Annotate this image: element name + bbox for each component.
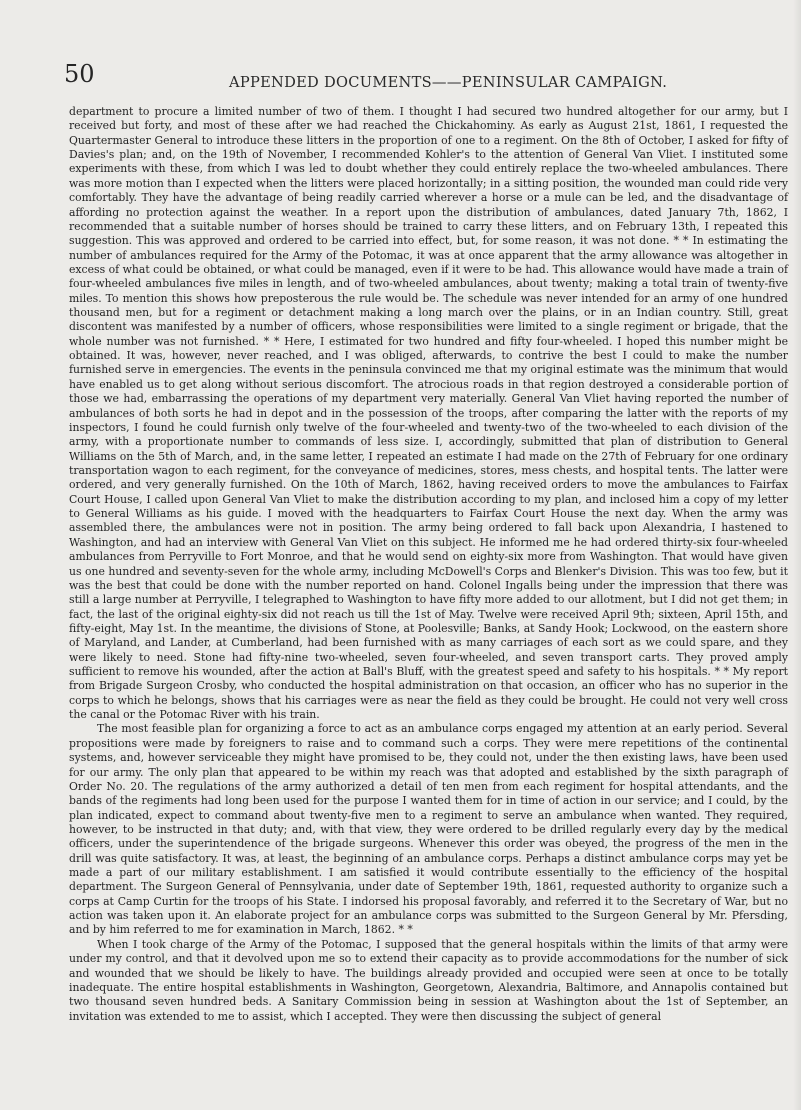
body-text <box>69 105 788 1024</box>
paragraph: When I took charge of the Army of the Potomac, I supposed that the general hospitals within the limits of that army were under my control, and that it devolved upon me so to extend their capacity as to provide accommodations for the number of sick and wounded that we should be likely to have. The buildings already provided and occupied were seen at once to be totally inadequate. The entire hospital establishments in Washington, Georgetown, Alexandria, Baltimore, and Annapolis contained but two thousand seven hundred beds. A Sanitary Commission being in session at Washington about the 1st of September, an invitation was extended to me to assist, which I accepted. They were then discussing the subject of general <box>69 937 788 1023</box>
page-number: 50 <box>64 60 95 88</box>
running-title: APPENDED DOCUMENTS——PENINSULAR CAMPAIGN. <box>229 74 668 91</box>
paragraph: The most feasible plan for organizing a force to act as an ambulance corps engaged my attention at an early period. Several propositions were made by foreigners to raise and to command such a corps. They were mere repetitions of the continental systems, and, however serviceable they might have promised to be, they could not, under the then existing laws, have been used for our army. The only plan that appeared to be within my reach was that adopted and established by the sixth paragraph of Order No. 20. The regulations of the army authorized a detail of ten men from each regiment for hospital attendants, and the bands of the regiments had long been used for the purpose I wanted them for in time of action in our service; and I could, by the plan indicated, expect to command about twenty-five men to a regiment to serve an ambulance when wanted. They required, however, to be instructed in that duty; and, with that view, they were ordered to be drilled regularly every day by the medical officers, under the superintendence of the brigade surgeons. Whenever this order was obeyed, the progress of the men in the drill was quite satisfactory. It was, at least, the beginning of an ambulance corps. Perhaps a distinct ambulance corps may yet be made a part of our military establishment. I am satisfied it would contribute essentially to the efficiency of the hospital department. The Surgeon General of Pennsylvania, under date of September 19th, 1861, requested authority to organize such a corps at Camp Curtin for the troops of his State. I indorsed his proposal favorably, and referred it to the Secretary of War, but no action was taken upon it. An elaborate project for an ambulance corps was submitted to the Surgeon General by Mr. Pfersding, and by him referred to me for examination in March, 1862. * * <box>69 722 788 937</box>
page-edge-shadow <box>793 0 801 1110</box>
paragraph: department to procure a limited number of two of them. I thought I had secured two hundred altogether for our army, but I received but forty, and most of these after we had reached the Chickahominy. As early as August 21st, 1861, I requested the Quartermaster General to introduce these litters in the proportion of one to a regiment. On the 8th of October, I asked for fifty of Davies's plan; and, on the 19th of November, I recommended Kohler's to the attention of General Van Vliet. I instituted some experiments with these, from which I was led to doubt whether they could entirely replace the two-wheeled ambulances. There was more motion than I expected when the litters were placed horizontally; in a sitting position, the wounded man could ride very comfortably. They have the advantage of being readily carried wherever a horse or a mule can be led, and the disadvantage of affording no protection against the weather. In a report upon the distribution of ambulances, dated January 7th, 1862, I recommended that a suitable number of horses should be trained to carry these litters, and on February 13th, I repeated this suggestion. This was approved and ordered to be carried into effect, but, for some reason, it was not done. * * In estimating the number of ambulances required for the Army of the Potomac, it was at once apparent that the army allowance was altogether in excess of what could be obtained, or what could be managed, even if it were to be had. This allowance would have made a train of four-wheeled ambulances five miles in length, and of two-wheeled ambulances, about twenty; making a total train of twenty-five miles. To mention this shows how preposterous the rule would be. The schedule was never intended for an army of one hundred thousand men, but for a regiment or detachment making a long march over the plains, or in an Indian country. Still, great discontent was manifested by a number of officers, whose responsibilities were limited to a single regiment or brigade, that the whole number was not furnished. * * Here, I estimated for two hundred and fifty four-wheeled. I hoped this number might be obtained. It was, however, never reached, and I was obliged, afterwards, to contrive the best I could to make the number furnished serve in emergencies. The events in the peninsula convinced me that my original estimate was the minimum that would have enabled us to get along without serious discomfort. The atrocious roads in that region destroyed a considerable portion of those we had, embarrassing the operations of my department very materially. General Van Vliet having reported the number of ambulances of both sorts he had in depot and in the possession of the troops, after comparing the latter with the reports of my inspectors, I found he could furnish only twelve of the four-wheeled and twenty-two of the two-wheeled to each division of the army, with a proportionate number to commands of less size. I, accordingly, submitted that plan of distribution to General Williams on the 5th of March, and, in the same letter, I repeated an estimate I had made on the 27th of February for one ordinary transportation wagon to each regiment, for the conveyance of medicines, stores, mess chests, and hospital tents. The latter were ordered, and very generally furnished. On the 10th of March, 1862, having received orders to move the ambulances to Fairfax Court House, I called upon General Van Vliet to make the distribution according to my plan, and inclosed him a copy of my letter to General Williams as his guide. I moved with the headquarters to Fairfax Court House the next day. When the army was assembled there, the ambulances were not in position. The army being ordered to fall back upon Alexandria, I hastened to Washington, and had an interview with General Van Vliet on this subject. He informed me he had ordered thirty-six four-wheeled ambulances from Perryville to Fort Monroe, and that he would send on eighty-six more from Washington. That would have given us one hundred and seventy-seven for the whole army, including McDowell's Corps and Blenker's Division. This was too few, but it was the best that could be done with the number reported on hand. Colonel Ingalls being under the impression that there was still a large number at Perryville, I telegraphed to Washington to have fifty more added to our allotment, but I did not get them; in fact, the last of the original eighty-six did not reach us till the 1st of May. Twelve were received April 9th; sixteen, April 15th, and fifty-eight, May 1st. In the meantime, the divisions of Stone, at Poolesville; Banks, at Sandy Hook; Lockwood, on the eastern shore of Maryland, and Lander, at Cumberland, had been furnished with as many carriages of each sort as we could spare, and they were likely to need. Stone had fifty-nine two-wheeled, seven four-wheeled, and seven transport carts. They proved amply sufficient to remove his wounded, after the action at Ball's Bluff, with the greatest speed and safety to his hospitals. * * My report from Brigade Surgeon Crosby, who conducted the hospital administration on that occasion, an officer who has no superior in the corps to which he belongs, shows that his carriages were as near the field as they could be brought. He could not very well cross the canal or the Potomac River with his train. <box>69 105 788 722</box>
